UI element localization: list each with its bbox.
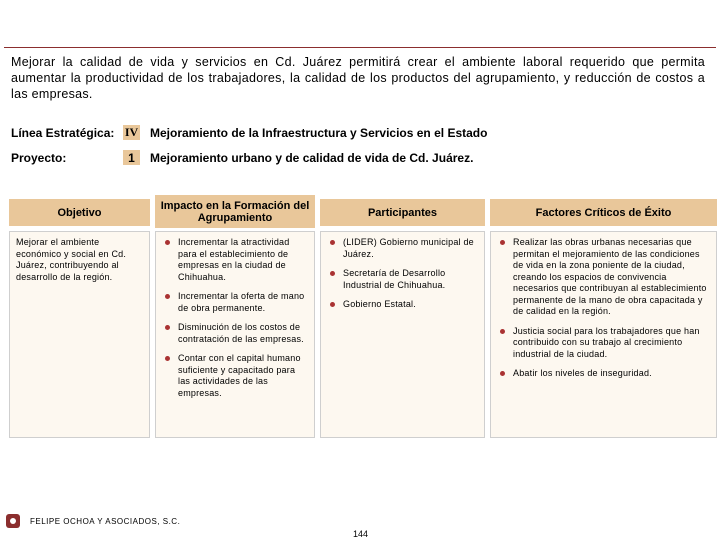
impacto-cell (155, 231, 315, 438)
bullet-icon (165, 325, 170, 330)
header-participantes: Participantes (320, 199, 485, 226)
linea-estrategica-row (11, 125, 487, 140)
bullet-icon (165, 294, 170, 299)
list-item: Abatir los niveles de inseguridad. (499, 368, 708, 380)
footer (6, 514, 180, 528)
linea-value: Mejoramiento de la Infraestructura y Servicios en el Estado (150, 125, 488, 140)
proyecto-value: Mejoramiento urbano y de calidad de vida de Cd. Juárez. (150, 150, 474, 165)
bullet-icon (165, 240, 170, 245)
list-item: Disminución de los costos de contratación de las empresas. (164, 322, 306, 345)
bullet-icon (500, 329, 505, 334)
list-item: Contar con el capital humano suficiente y capacitado para las actividades de las empresas. (164, 353, 306, 399)
list-item: Gobierno Estatal. (329, 299, 476, 311)
factores-cell (490, 231, 717, 438)
list-item: Justicia social para los trabajadores que han contribuido con su trabajo al crecimiento industrial de la ciudad. (499, 326, 708, 361)
header-objetivo: Objetivo (9, 199, 150, 226)
bullet-icon (330, 240, 335, 245)
header-impacto: Impacto en la Formación del Agrupamiento (155, 195, 315, 228)
objetivo-cell (9, 231, 150, 438)
proyecto-badge: 1 (123, 150, 140, 165)
bullet-icon (330, 271, 335, 276)
linea-badge: IV (124, 125, 139, 139)
company-logo-icon (6, 514, 20, 528)
list-item: (LIDER) Gobierno municipal de Juárez. (329, 237, 476, 260)
bullet-icon (500, 371, 505, 376)
objetivo-text: Mejorar el ambiente económico y social en Cd. Juárez, contribuyendo al desarrollo de la región. (16, 237, 127, 282)
intro-paragraph: Mejorar la calidad de vida y servicios en Cd. Juárez permitirá crear el ambiente laboral requerido que permita aumentar la productividad de los trabajadores, la calidad de los productos del agrupamiento, y reducción de costos a las empresas. (11, 55, 705, 101)
list-item: Incrementar la oferta de mano de obra permanente. (164, 291, 306, 314)
project-table (9, 195, 717, 438)
proyecto-label: Proyecto: (11, 150, 67, 165)
top-divider (4, 47, 716, 48)
list-item: Realizar las obras urbanas necesarias que permitan el mejoramiento de las condiciones de vida en la zona poniente de la ciudad, creando los espacios de convivencia necesarios que contribuyan al establecimiento permanente de la mano de obra capacitada y de calidad en la región. (499, 237, 708, 318)
bullet-icon (500, 240, 505, 245)
header-factores: Factores Críticos de Éxito (490, 199, 717, 226)
linea-label: Línea Estratégica: (11, 125, 115, 140)
bullet-icon (165, 356, 170, 361)
bullet-icon (330, 302, 335, 307)
list-item: Secretaría de Desarrollo Industrial de Chihuahua. (329, 268, 476, 291)
page-number: 144 (353, 529, 369, 539)
footer-company: FELIPE OCHOA Y ASOCIADOS, S.C. (30, 516, 181, 526)
list-item: Incrementar la atractividad para el establecimiento de empresas en la ciudad de Chihuahua. (164, 237, 306, 283)
participantes-cell (320, 231, 485, 438)
proyecto-row (11, 150, 473, 165)
